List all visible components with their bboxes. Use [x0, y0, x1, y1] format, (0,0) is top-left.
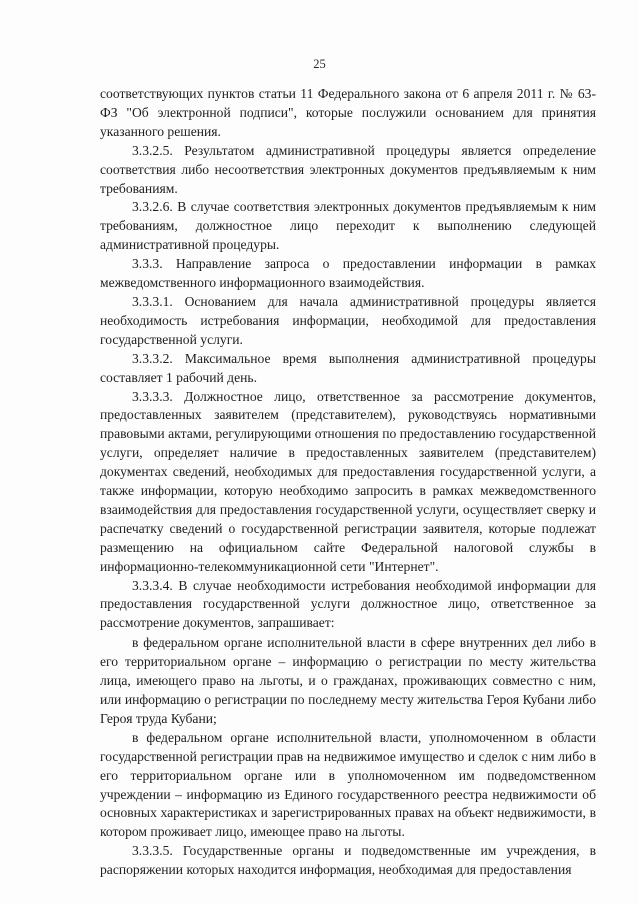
paragraph-3-3-3-5: 3.3.3.5. Государственные органы и подведомственные им учреждения, в распоряжении которых находится информация, необходимая для предоставления [100, 843, 596, 878]
paragraph-3-3-3: 3.3.3. Направление запроса о предоставлении информации в рамках межведомственного информационного взаимодействия. [100, 256, 596, 291]
paragraph-internal-affairs-request: в федеральном органе исполнительной власти в сфере внутренних дел либо в его территориальном органе – информацию о регистрации по месту жительства лица, имеющего право на льготы, и о гражданах, проживающих совместно с ним, или информацию о регистрации по последнему месту жительства Героя Кубани либо Героя труда Кубани; [100, 635, 596, 726]
paragraph-property-registry-request: в федеральном органе исполнительной власти, уполномоченном в области государственной регистрации прав на недвижимое имущество и сделок с ним либо в его территориальном органе или в уполномоченном им подведомственном учреждении – информацию из Единого государственного реестра недвижимости об основных характеристиках и зарегистрированных правах на объект недвижимости, в котором проживает лицо, имеющее право на льготы. [100, 729, 596, 840]
document-body [100, 85, 596, 880]
page-number: 25 [313, 57, 326, 71]
paragraph-3-3-3-2: 3.3.3.2. Максимальное время выполнения административной процедуры составляет 1 рабочий день. [100, 350, 596, 385]
paragraph-3-3-3-4: 3.3.3.4. В случае необходимости истребования необходимой информации для предоставления государственной услуги должностное лицо, ответственное за рассмотрение документов, запрашивает: [100, 577, 596, 631]
paragraph-3-3-3-3: 3.3.3.3. Должностное лицо, ответственное за рассмотрение документов, предоставленных заявителем (представителем), руководствуясь нормативными правовыми актами, регулирующими отношения по предоставлению государственной услуги, определяет наличие в предоставленных заявителем (представителем) документах сведений, необходимых для предоставления государственной услуги, а также информации, которую необходимо запросить в рамках межведомственного взаимодействия для предоставления государственной услуги, осуществляет сверку и распечатку сведений о государственной регистрации заявителя, которые подлежат размещению на официальном сайте Федеральной налоговой службы в информационно-телекоммуникационной сети "Интернет". [100, 388, 596, 574]
paragraph-continuation: соответствующих пунктов статьи 11 Федерального закона от 6 апреля 2011 г. № 63-ФЗ "Об электронной подписи", которые послужили основанием для принятия указанного решения. [100, 86, 596, 139]
paragraph-3-3-2-5: 3.3.2.5. Результатом административной процедуры является определение соответствия либо несоответствия электронных документов предъявляемым к ним требованиям. [100, 142, 596, 196]
paragraph-3-3-3-1: 3.3.3.1. Основанием для начала административной процедуры является необходимость истребования информации, необходимой для предоставления государственной услуги. [100, 293, 596, 347]
paragraph-3-3-2-6: 3.3.2.6. В случае соответствия электронных документов предъявляемым к ним требованиям, должностное лицо переходит к выполнению следующей административной процедуры. [100, 199, 596, 253]
